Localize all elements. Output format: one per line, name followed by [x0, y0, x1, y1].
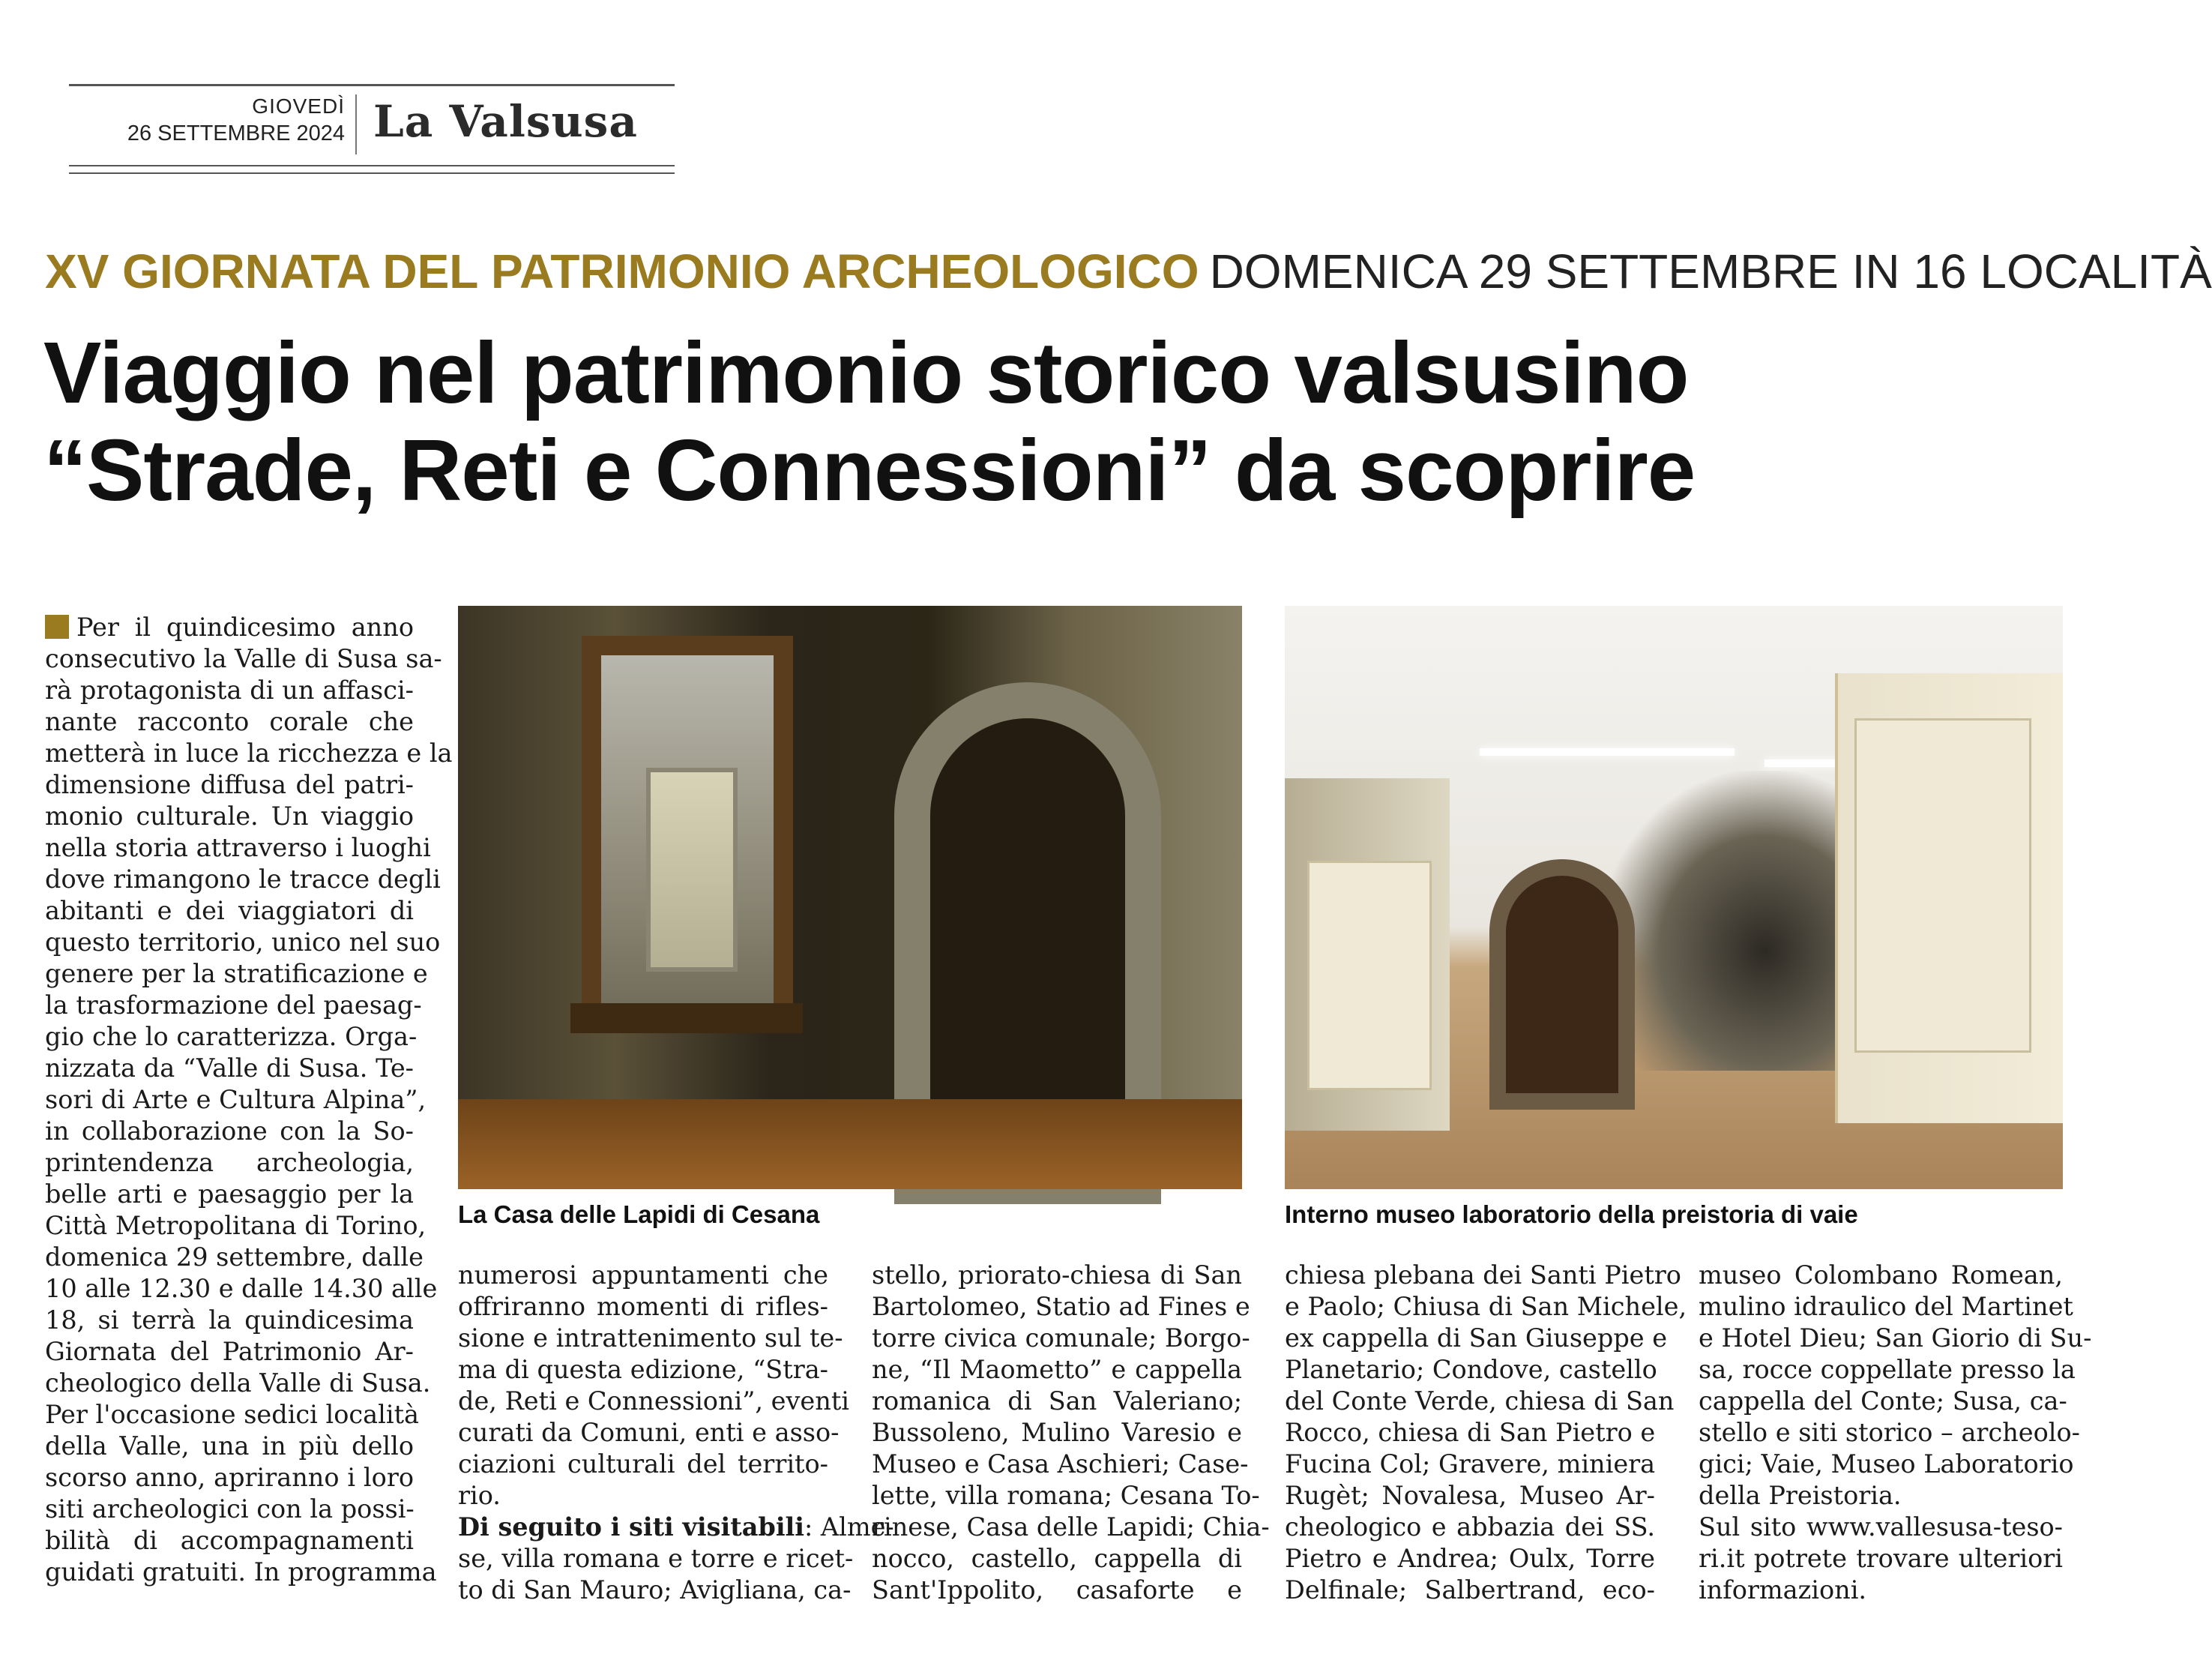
photo-wooden-floor: [458, 1099, 1242, 1189]
article-headline: [43, 324, 2067, 519]
text-line: curati da Comuni, enti e asso-: [458, 1418, 840, 1447]
article-column-4: [1285, 1260, 1687, 1606]
text-line: Bartolomeo, Statio ad Fines e: [872, 1292, 1250, 1321]
text-line: to di San Mauro; Avigliana, ca-: [458, 1575, 852, 1605]
text-line: [458, 1512, 894, 1543]
article-kicker: [45, 241, 2212, 301]
text-line: de, Reti e Connessioni”, eventi: [458, 1386, 849, 1416]
text-line: [45, 612, 414, 643]
text-line: numerosi appuntamenti che: [458, 1260, 828, 1290]
text-line: dimensione diffusa del patri-: [45, 770, 414, 799]
text-line: informazioni.: [1699, 1575, 1867, 1605]
photo-caption-1: La Casa delle Lapidi di Cesana: [458, 1200, 820, 1228]
issue-day-of-week: GIOVEDÌ: [252, 94, 345, 118]
photo-cave-entrance: [1506, 876, 1618, 1093]
text-line: stello e siti storico – archeolo-: [1699, 1418, 2080, 1447]
text-line: cheologico e abbazia dei SS.: [1285, 1512, 1655, 1542]
text-line: siti archeologici con la possi-: [45, 1494, 415, 1524]
text-line: consecutivo la Valle di Susa sa-: [45, 644, 442, 673]
masthead: [69, 81, 675, 171]
text-line: rà protagonista di un affasci-: [45, 676, 414, 705]
text-line: ma di questa edizione, “Stra-: [458, 1355, 828, 1384]
text-line: scorso anno, apriranno i loro: [45, 1463, 414, 1492]
text-line: nocco, castello, cappella di: [872, 1544, 1242, 1573]
text-line: printendenza archeologia,: [45, 1148, 414, 1177]
text-line: lette, villa romana; Cesana To-: [872, 1481, 1260, 1510]
text-line: questo territorio, unico nel suo: [45, 927, 441, 957]
text-line: romanica di San Valeriano;: [872, 1386, 1242, 1416]
text-line: Sul sito www.vallesusa-teso-: [1699, 1512, 2063, 1542]
article-column-2: [458, 1260, 894, 1606]
text-line: in collaborazione con la So-: [45, 1116, 414, 1146]
photo-casa-delle-lapidi: [458, 606, 1242, 1189]
article-column-1: [45, 612, 453, 1588]
text-line: bilità di accompagnamenti: [45, 1526, 414, 1555]
text-line: sori di Arte e Cultura Alpina”,: [45, 1085, 427, 1114]
text-line: guidati gratuiti. In programma: [45, 1557, 437, 1587]
lead-square-marker: [45, 615, 69, 639]
text-line: Per l'occasione sedici località: [45, 1400, 420, 1429]
text-line: ciazioni culturali del territo-: [458, 1449, 828, 1479]
text-line: gio che lo caratterizza. Orga-: [45, 1022, 418, 1051]
text-line: Pietro e Andrea; Oulx, Torre: [1285, 1544, 1655, 1573]
kicker-rest: DOMENICA 29 SETTEMBRE IN 16 LOCALITÀ: [1209, 244, 2212, 298]
text-line: la trasformazione del paesag-: [45, 990, 422, 1020]
masthead-bottom-rule-2: [69, 172, 675, 174]
text-line: mulino idraulico del Martinet: [1699, 1292, 2073, 1321]
issue-date: [69, 94, 345, 146]
text-line: del Conte Verde, chiesa di San: [1285, 1386, 1675, 1416]
text-line: Città Metropolitana di Torino,: [45, 1211, 427, 1240]
text-line: Museo e Casa Aschieri; Case-: [872, 1449, 1249, 1479]
text-line: ne, “Il Maometto” e cappella: [872, 1355, 1242, 1384]
text-line: nante racconto corale che: [45, 707, 414, 736]
text-line: stello, priorato-chiesa di San: [872, 1260, 1242, 1290]
text-line: domenica 29 settembre, dalle: [45, 1242, 424, 1272]
text-line: rio.: [458, 1481, 501, 1510]
text-line: Giornata del Patrimonio Ar-: [45, 1337, 414, 1366]
headline-line-1: Viaggio nel patrimonio storico valsusino: [43, 324, 1689, 421]
newspaper-logo: La Valsusa: [373, 96, 638, 147]
text-line: dove rimangono le tracce degli: [45, 864, 441, 894]
masthead-divider: [355, 94, 357, 154]
text-line: museo Colombano Romean,: [1699, 1260, 2063, 1290]
photo-museo-laboratorio: [1285, 606, 2063, 1189]
text-line: gici; Vaie, Museo Laboratorio: [1699, 1449, 2074, 1479]
text-line: e Paolo; Chiusa di San Michele,: [1285, 1292, 1687, 1321]
text-line: sione e intrattenimento sul te-: [458, 1323, 843, 1353]
article-column-5: [1699, 1260, 2092, 1606]
text-line: Fucina Col; Gravere, miniera: [1285, 1449, 1656, 1479]
text-line: cheologico della Valle di Susa.: [45, 1368, 431, 1398]
photo-caption-2: Interno museo laboratorio della preistoria di vaie: [1285, 1200, 1858, 1228]
text-line: 18, si terrà la quindicesima: [45, 1305, 414, 1335]
text-line: Sant'Ippolito, casaforte e: [872, 1575, 1242, 1605]
text-line: della Preistoria.: [1699, 1481, 1902, 1510]
kicker-accent: XV GIORNATA DEL PATRIMONIO ARCHEOLOGICO: [45, 244, 1199, 298]
text-line: chiesa plebana dei Santi Pietro: [1285, 1260, 1681, 1290]
text-line: della Valle, una in più dello: [45, 1431, 414, 1461]
text-line: monio culturale. Un viaggio: [45, 802, 414, 831]
text-line: e Hotel Dieu; San Giorio di Su-: [1699, 1323, 2092, 1353]
text-line: se, villa romana e torre e ricet-: [458, 1544, 854, 1573]
text-line: torre civica comunale; Borgo-: [872, 1323, 1250, 1353]
text-line: sa, rocce coppellate presso la: [1699, 1355, 2076, 1384]
masthead-bottom-rule: [69, 165, 675, 166]
text-line: belle arti e paesaggio per la: [45, 1179, 414, 1209]
text-line: Planetario; Condove, castello: [1285, 1355, 1657, 1384]
text-line: Delfinale; Salbertrand, eco-: [1285, 1575, 1655, 1605]
issue-date-text: 26 SETTEMBRE 2024: [127, 121, 345, 145]
text-line: Bussoleno, Mulino Varesio e: [872, 1418, 1242, 1447]
headline-line-2: “Strade, Reti e Connessioni” da scoprire: [43, 421, 1696, 519]
photo-doorway: [582, 636, 793, 1023]
article-column-3: [872, 1260, 1270, 1606]
text-line: nella storia attraverso i luoghi: [45, 833, 431, 862]
text-line: Rocco, chiesa di San Pietro e: [1285, 1418, 1656, 1447]
text-line: genere per la stratificazione e: [45, 959, 428, 988]
text-line: Rugèt; Novalesa, Museo Ar-: [1285, 1481, 1655, 1510]
masthead-top-rule: [69, 84, 675, 86]
text-line: rinese, Casa delle Lapidi; Chia-: [872, 1512, 1270, 1542]
lead-text: Per il quindicesimo anno: [76, 613, 414, 642]
text-line: offriranno momenti di rifles-: [458, 1292, 828, 1321]
text-line: 10 alle 12.30 e dalle 14.30 alle: [45, 1274, 438, 1303]
text-line: ri.it potrete trovare ulteriori: [1699, 1544, 2063, 1573]
text-line: ex cappella di San Giuseppe e: [1285, 1323, 1668, 1353]
sites-list-lead: Di seguito i siti visitabili: [458, 1512, 804, 1542]
text-line: cappella del Conte; Susa, ca-: [1699, 1386, 2067, 1416]
text-line: nizzata da “Valle di Susa. Te-: [45, 1053, 414, 1083]
sites-list-lead-tail: : Alme-: [804, 1512, 894, 1542]
text-line: metterà in luce la ricchezza e la: [45, 739, 453, 768]
text-line: abitanti e dei viaggiatori di: [45, 896, 414, 925]
